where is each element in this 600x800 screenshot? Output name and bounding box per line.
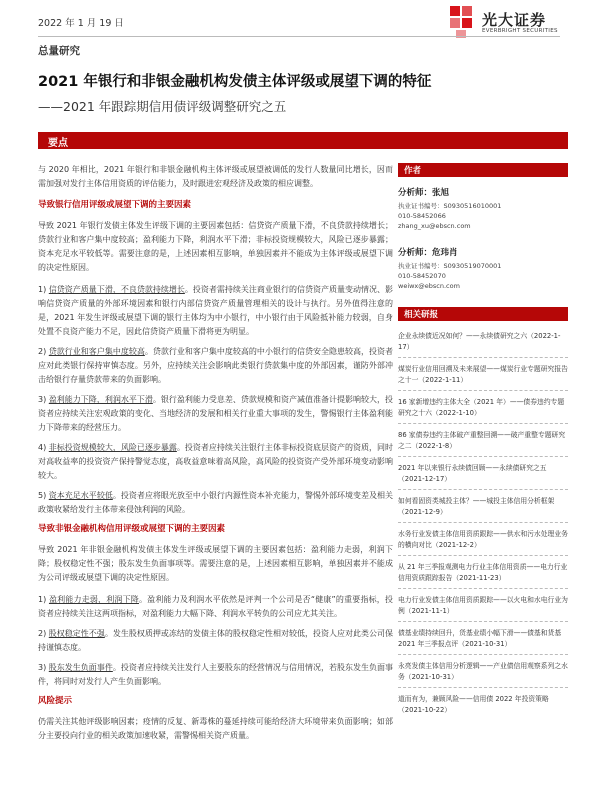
- related-report-link[interactable]: 如何看固资类城投主体？——城投主体信用分析框架（2021-12-9）: [398, 496, 568, 523]
- nonbank-factor-item: 3) 股东发生负面事件。投资者应持续关注发行人主要股东的经营情况与信用情况，若股东发生负面事件，将同时对发行人产生负面影响。: [38, 663, 393, 686]
- related-research-label: 相关研报: [404, 310, 439, 320]
- analyst-email[interactable]: weiwx@ebscn.com: [398, 282, 460, 290]
- bank-factor-item: 5) 资本充足水平较低。投资者应将眼光放至中小银行内源性资本补充能力，警惕外部环境变差及相关政策收紧给发行主体带来侵蚀利润的风险。: [38, 491, 393, 514]
- analyst-name: 分析师：张旭: [398, 188, 450, 198]
- main-column: [38, 163, 393, 800]
- nonbank-section-heading: 导致非银金融机构信用评级或展望下调的主要因素: [38, 524, 226, 534]
- intro-paragraph: 与 2020 年相比，2021 年银行和非银金融机构主体评级或展望被调低的发行人数量同比增长，因而需加强对发行主体信用资质的评估能力，及时跟进宏观经济及政策的相应调整。: [38, 165, 393, 188]
- logo-mark-icon: [448, 4, 478, 40]
- related-report-link[interactable]: 水务行业发债主体信用资质跟踪——供水和污水处理业务的横向对比（2021-12-2）: [398, 529, 568, 556]
- related-report-link[interactable]: 企业永续债近况如何？——永续债研究之六（2022-1-17）: [398, 331, 568, 358]
- analyst-phone: 010-58452070: [398, 272, 446, 280]
- analyst-phone: 010-58452066: [398, 212, 446, 220]
- authors-bar: [398, 163, 568, 177]
- key-points-label: 要点: [48, 138, 68, 149]
- related-research-bar: [398, 307, 568, 321]
- risk-text: 仍需关注其他评级影响因素；疫情的反复、新毒株的蔓延持续可能给经济大环境带来负面影响；如部分主要投向行业的相关政策加速收紧，需警惕相关资产质量。: [38, 717, 393, 740]
- related-report-link[interactable]: 债基业绩持续回升，货基业绩小幅下滑——债基和货基 2021 年三季报点评（2021-10-31）: [398, 628, 568, 655]
- analyst-card: [398, 187, 568, 231]
- related-report-link[interactable]: 86 家债券违约主体破产重整回溯——破产重整专题研究之二（2022-1-8）: [398, 430, 568, 457]
- risk-heading: 风险提示: [38, 696, 73, 706]
- logo-text: 光大证券: [482, 11, 547, 29]
- bank-factor-item: 2) 贷款行业和客户集中度较高。贷款行业和客户集中度较高的中小银行的信贷安全隐患较高，投资者应对此类银行保持审慎态度。另外，应持续关注会影响此类银行贷款集中度的外部因素，谨防外部冲击给银行存量贷款带来的负面影响。: [38, 347, 393, 384]
- analyst-name: 分析师：危玮肖: [398, 248, 458, 258]
- authors-label: 作者: [404, 166, 422, 176]
- bank-section-intro: 导致 2021 年银行发债主体发生评级下调的主要因素包括：信贷资产质量下滑，不良贷款持续增长；贷款行业和客户集中度较高；盈利能力下降，利润水平下滑；非标投资规模较大，风险已逐步暴露；资本充足水平较低等。需要注意的是，上述因素相互影响，单独因素并不能成为主体评级或展望下调的决定性原因。: [38, 221, 393, 272]
- analyst-cert: 执业证书编号：S0930516010001: [398, 202, 502, 210]
- report-subtitle: ——2021 年跟踪期信用债评级调整研究之五: [38, 99, 287, 114]
- report-category: 总量研究: [38, 45, 80, 57]
- bank-factor-item: 4) 非标投资规模较大，风险已逐步暴露。投资者应持续关注银行主体非标投资底层资产的资质，同时对高收益率的投资资产保持警觉态度，高收益意味着高风险，高风险的投资资产受外部环境变动影响较大。: [38, 443, 393, 480]
- related-report-link[interactable]: 煤炭行业信用回溯及未来展望——煤炭行业专题研究报告之十一（2022-1-11）: [398, 364, 568, 391]
- analyst-cert: 执业证书编号：S0930519070001: [398, 262, 502, 270]
- bank-factor-item: 3) 盈利能力下降，利润水平下滑。银行盈利能力受息差、贷款规模和资产减值准备计提影响较大，投资者应持续关注宏观政策的变化、当地经济的发展和相关行业重大事项的发生，警惕银行主体盈利能力下降带来的经营压力。: [38, 395, 393, 432]
- nonbank-factor-item: 2) 股权稳定性不强。发生股权质押或冻结的发债主体的股权稳定性相对较低，投资人应对此类公司保持谨慎态度。: [38, 629, 393, 652]
- related-report-link[interactable]: 16 家新增违约主体大全（2021 年）——债券违约专题研究之十六（2022-1-10）: [398, 397, 568, 424]
- nonbank-section-intro: 导致 2021 年非银金融机构发债主体发生评级或展望下调的主要因素包括：盈利能力走弱，利润下降；股权稳定性不强；股东发生负面事项等。需要注意的是，上述因素相互影响，单独因素并不能成为公司评级或展望下调的决定性原因。: [38, 545, 393, 582]
- report-date: 2022 年 1 月 19 日: [38, 18, 124, 29]
- related-report-link[interactable]: 永亮发债主体信用分析逻辑——产业债信用观察系列之水务（2021-10-31）: [398, 661, 568, 688]
- related-report-link[interactable]: 道而有为，兼顾风险——信用债 2022 年投资策略（2021-10-22）: [398, 695, 549, 714]
- related-report-link[interactable]: 电力行业发债主体信用资质跟踪——以火电和水电行业为例（2021-11-1）: [398, 595, 568, 622]
- analyst-card: [398, 247, 568, 291]
- header-divider: [38, 36, 560, 37]
- related-report-link[interactable]: 从 21 年三季报观测电力行业主体信用资质——电力行业信用资质跟踪报告（2021-11-23）: [398, 562, 568, 589]
- logo-en-text: EVERBRIGHT SECURITIES: [482, 28, 558, 34]
- analyst-email[interactable]: zhang_xu@ebscn.com: [398, 222, 471, 230]
- related-report-link[interactable]: 2021 年以来银行永续债回顾——永续债研究之五（2021-12-17）: [398, 463, 568, 490]
- bank-section-heading: 导致银行信用评级或展望下调的主要因素: [38, 200, 192, 210]
- report-title: 2021 年银行和非银金融机构发债主体评级或展望下调的特征: [38, 74, 432, 90]
- nonbank-factor-item: 1) 盈利能力走弱，利润下降。盈利能力及利润水平依然是评判一个公司是否“健康”的重要指标，投资者应持续关注这两项指标，对盈利能力大幅下降、利润水平转负的公司应尤其关注。: [38, 595, 393, 618]
- bank-factor-item: 1) 信贷资产质量下滑，不良贷款持续增长。投资者需持续关注商业银行的信贷资产质量变动情况、影响信贷资产质量的外部环境因素和银行内部信贷资产质量管理相关的设计与执行。另外值得注意的是，2021 年发生评级或展望下调的银行主体均为中小银行，中小银行由于风险抵补能力较弱，自身处置不良资产能力不足，因此信贷资产质量下滑将更为明显。: [38, 285, 393, 336]
- sidebar: [398, 163, 568, 726]
- key-points-bar: [38, 132, 568, 149]
- brand-logo: [448, 4, 560, 46]
